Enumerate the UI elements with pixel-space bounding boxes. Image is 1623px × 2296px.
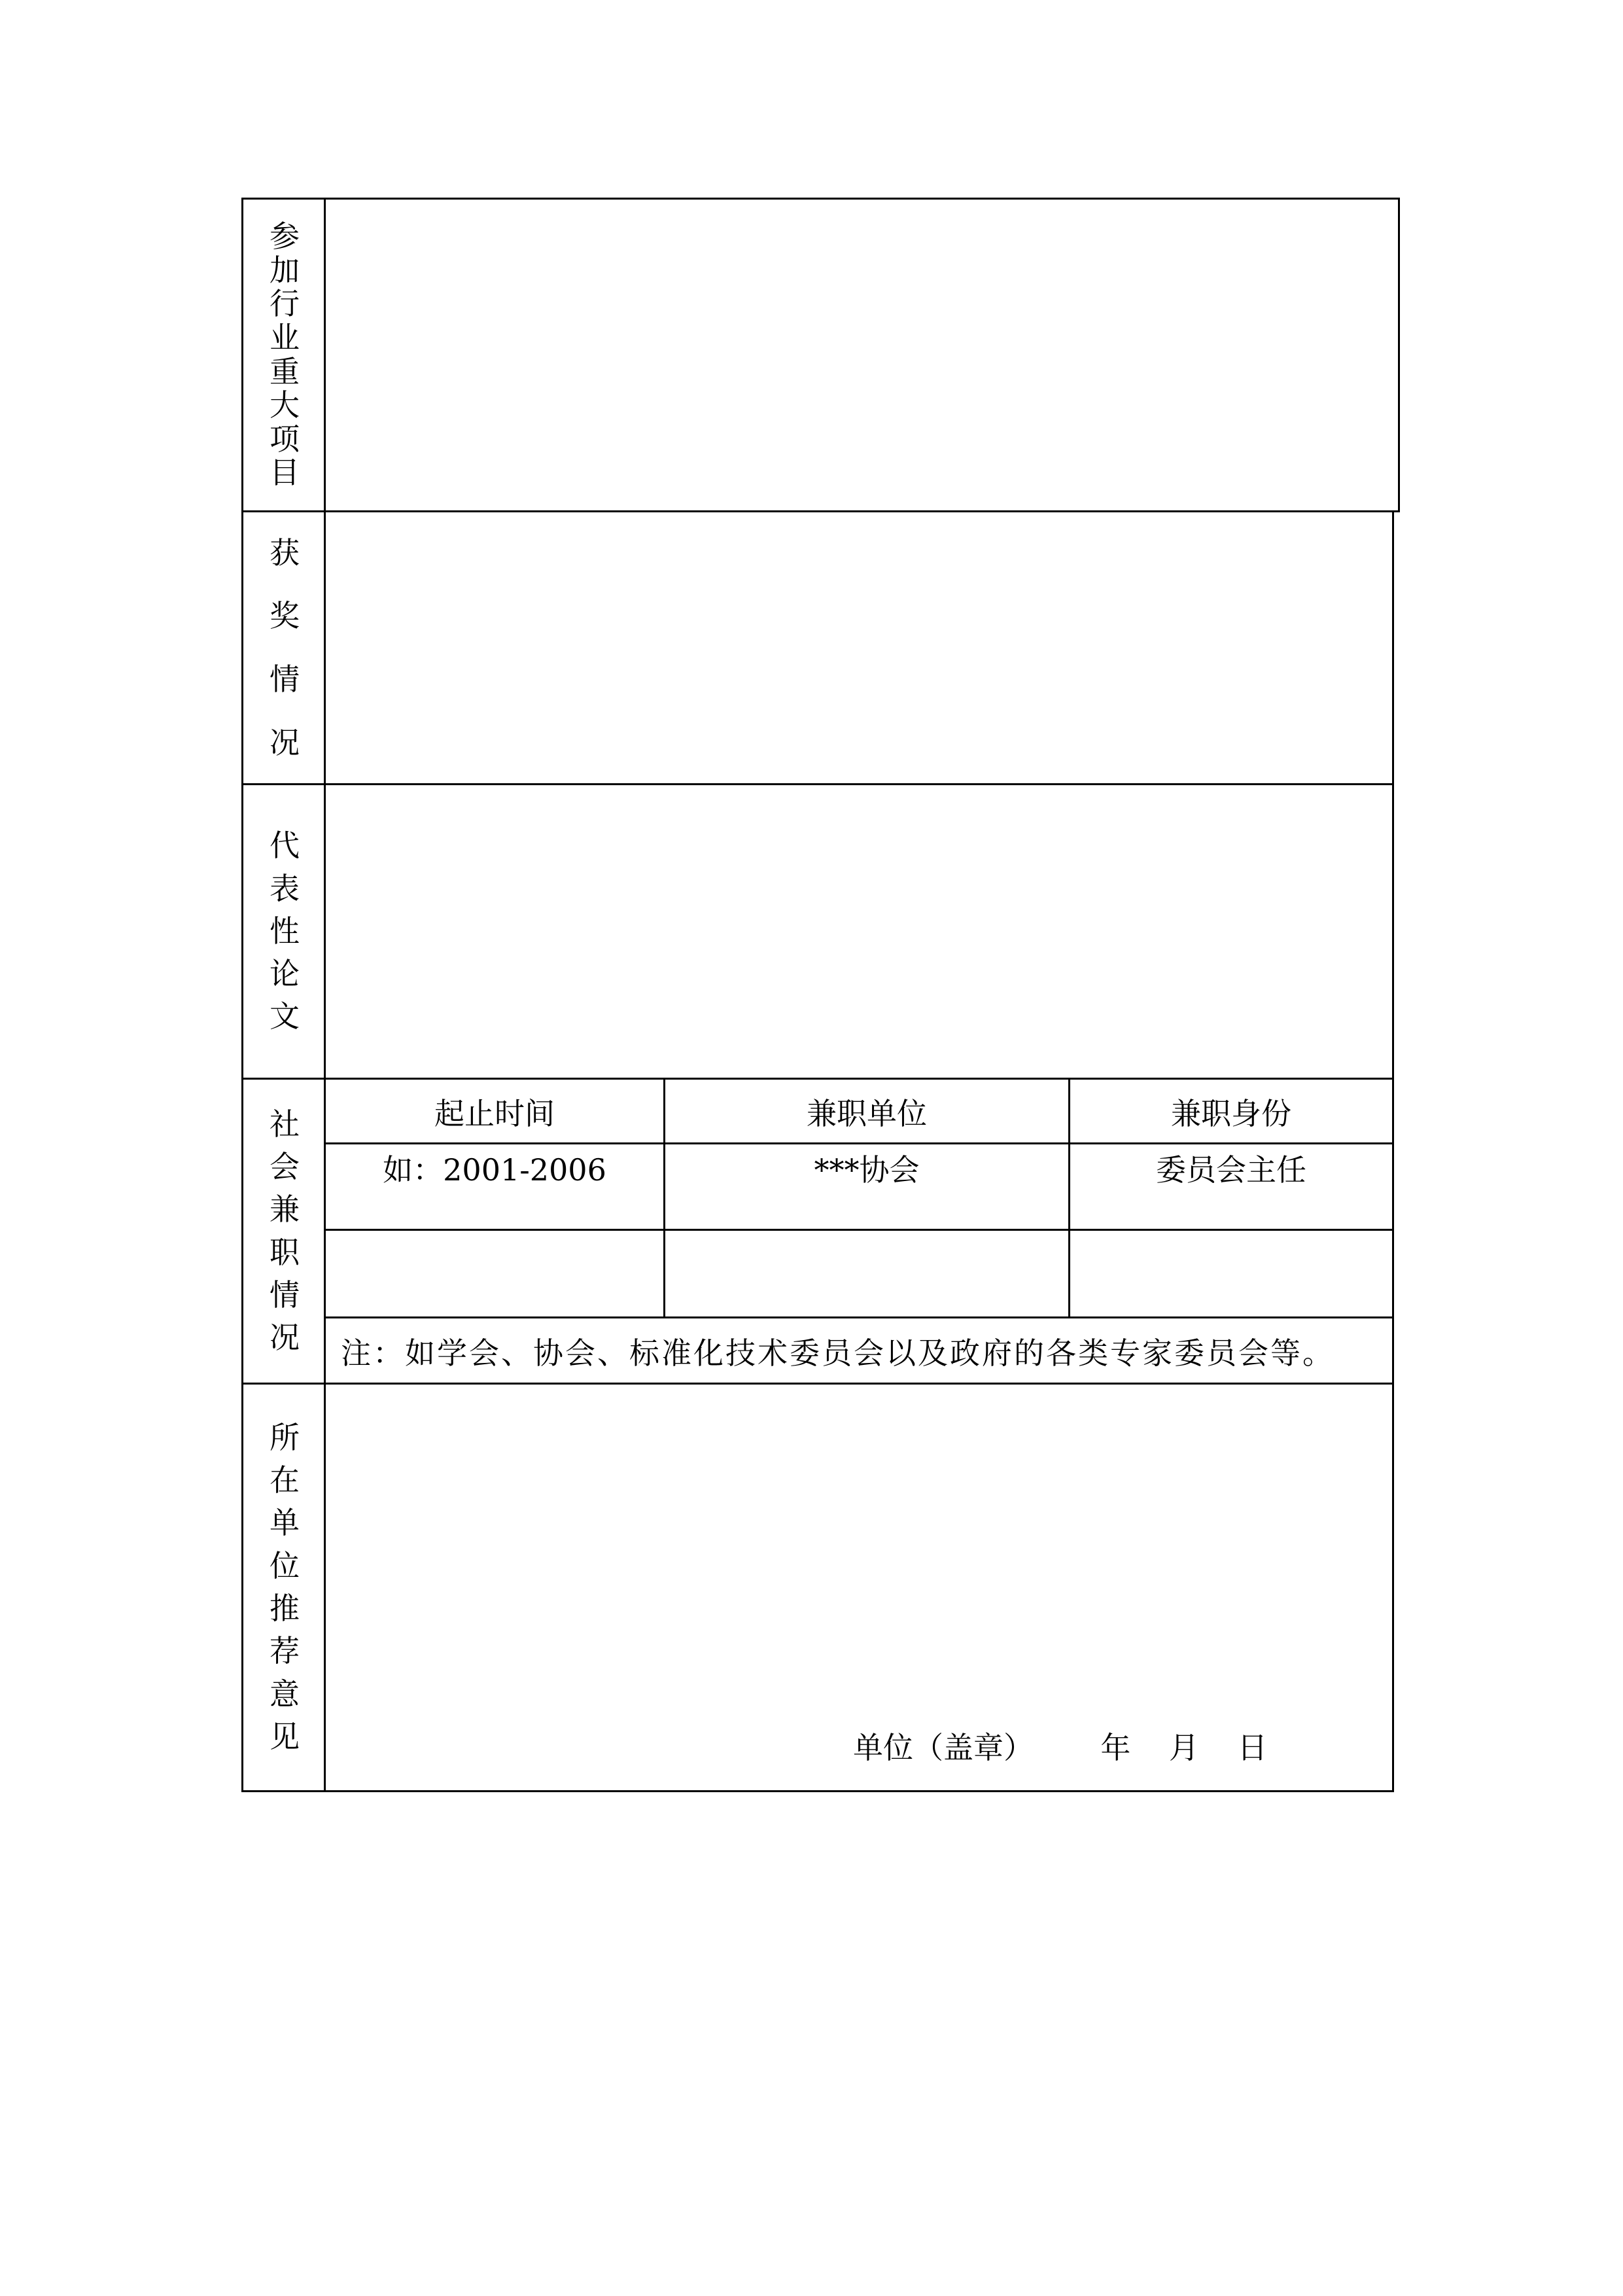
projects-label-text: 参加行业重大项目 [270, 219, 300, 491]
social-header-divider [324, 1142, 1394, 1144]
social-example-role: 委员会主任 [1156, 1152, 1306, 1188]
social-label-text: 社会兼职情况 [270, 1106, 300, 1356]
social-note: 注：如学会、协会、标准化技术委员会以及政府的各类专家委员会等。 [341, 1335, 1335, 1371]
social-header-period: 起止时间 [434, 1096, 555, 1131]
projects-label [244, 200, 325, 510]
social-row-organization-field[interactable] [665, 1231, 1068, 1316]
social-example-organization: ***协会 [814, 1152, 920, 1188]
awards-content-field[interactable] [326, 512, 1392, 783]
recommend-label-text: 所在单位推荐意见 [270, 1419, 300, 1754]
papers-content-field[interactable] [326, 785, 1392, 1078]
social-example-period: 如：2001-2006 [383, 1152, 606, 1188]
row-divider-papers [241, 1078, 1394, 1080]
social-row-role-field[interactable] [1070, 1231, 1392, 1316]
projects-content-field[interactable] [326, 200, 1398, 510]
recommend-content-field[interactable] [326, 1385, 1392, 1725]
recommend-sign-line: 单位（盖章） 年 月 日 [853, 1730, 1268, 1765]
social-row-period-field[interactable] [326, 1231, 663, 1316]
table-border-bottom [241, 1790, 1394, 1792]
social-label [244, 1080, 325, 1383]
social-header-organization: 兼职单位 [807, 1096, 927, 1131]
social-row2-divider [324, 1316, 1394, 1318]
papers-label-text: 代表性论文 [270, 828, 300, 1034]
table-border-right [1392, 510, 1394, 1792]
social-header-role: 兼职身份 [1171, 1096, 1291, 1131]
table-border-left [241, 198, 243, 1792]
table-border-right-top [1398, 198, 1400, 510]
awards-label [244, 512, 325, 783]
awards-label-text: 获奖情况 [270, 535, 300, 760]
recommend-label [244, 1385, 325, 1790]
papers-label [244, 785, 325, 1078]
